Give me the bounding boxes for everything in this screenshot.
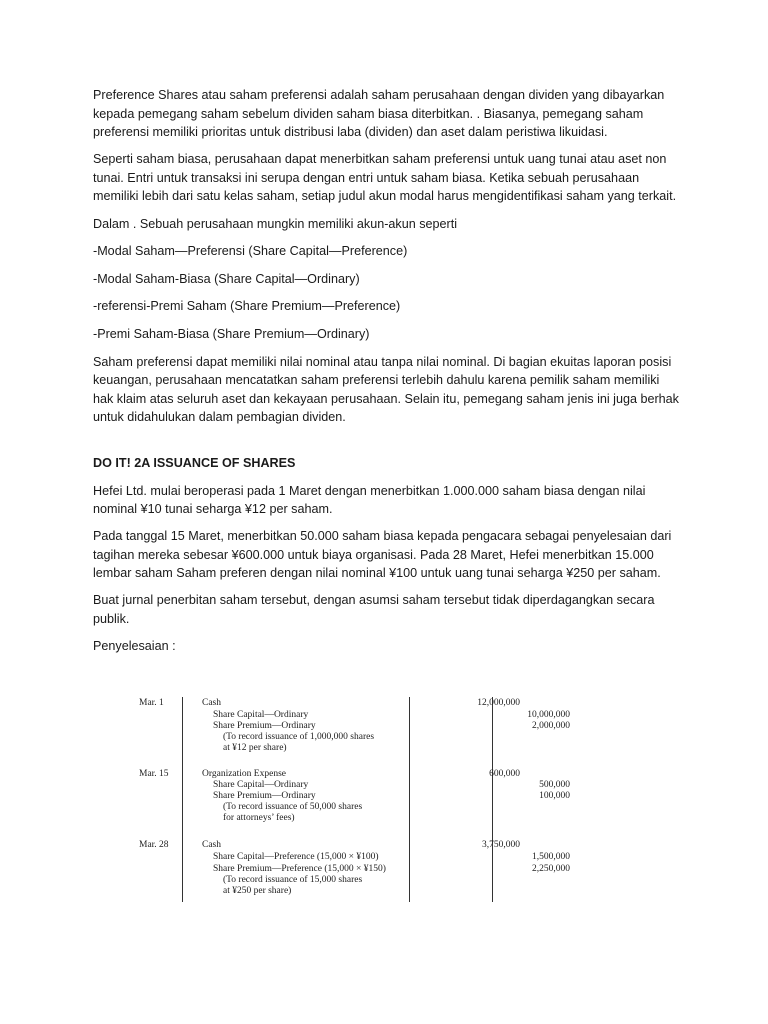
debit-account: Cash [202, 840, 221, 850]
exercise-paragraph: Buat jurnal penerbitan saham tersebut, dengan asumsi saham tersebut tidak diperdagangkan secara publik. [93, 593, 655, 627]
credit-amount: 2,250,000 [532, 864, 570, 874]
entry-memo: (To record issuance of 1,000,000 shares [223, 732, 375, 742]
credit-account: Share Capital—Ordinary [213, 710, 309, 720]
paragraph-issuance: Seperti saham biasa, perusahaan dapat menerbitkan saham preferensi untuk uang tunai atau aset non tunai. Entri untuk transaksi ini serupa dengan entri untuk saham biasa. Ketika sebuah perusahaan memiliki lebih dari satu kelas saham, setiap judul akun modal harus mengidentifikasi saham yang terkait. [93, 152, 677, 204]
exercise-heading: DO IT! 2A ISSUANCE OF SHARES [93, 455, 296, 470]
credit-account: Share Premium—Ordinary [213, 791, 316, 801]
credit-amount: 10,000,000 [527, 710, 570, 720]
credit-amount: 500,000 [539, 780, 570, 790]
credit-account: Share Capital—Preference (15,000 × ¥100) [213, 852, 379, 862]
journal-entries-image [137, 694, 577, 906]
debit-amount: 3,750,000 [482, 840, 520, 850]
credit-account: Share Premium—Ordinary [213, 721, 316, 731]
list-item: -Modal Saham-Biasa (Share Capital—Ordinary) [93, 271, 360, 286]
debit-account: Cash [202, 698, 221, 708]
journal-debit-rule [409, 697, 410, 902]
credit-account: Share Capital—Ordinary [213, 780, 309, 790]
exercise-paragraph: Hefei Ltd. mulai beroperasi pada 1 Maret dengan menerbitkan 1.000.000 saham biasa dengan nilai nominal ¥10 tunai seharga ¥12 per saham. [93, 483, 646, 517]
entry-memo: for attorneys’ fees) [223, 813, 295, 823]
exercise-paragraph: Pada tanggal 15 Maret, menerbitkan 50.000 saham biasa kepada pengacara sebagai penyelesaian dari tagihan mereka sebesar ¥600.000 untuk biaya organisasi. Pada 28 Maret, Hefei menerbitkan 15.000 lembar saham Saham preferen dengan nilai nominal ¥100 untuk uang tunai seharga ¥250 per saham. [93, 529, 672, 581]
entry-memo: (To record issuance of 50,000 shares [223, 802, 363, 812]
credit-amount: 2,000,000 [532, 721, 570, 731]
credit-account: Share Premium—Preference (15,000 × ¥150) [213, 864, 386, 874]
journal-left-rule [182, 697, 183, 902]
entry-memo: at ¥12 per share) [223, 743, 287, 753]
entry-memo: (To record issuance of 15,000 shares [223, 875, 363, 885]
debit-amount: 12,000,000 [477, 698, 520, 708]
credit-amount: 1,500,000 [532, 852, 570, 862]
paragraph-accounts-intro: Dalam . Sebuah perusahaan mungkin memiliki akun-akun seperti [93, 216, 458, 231]
entry-date: Mar. 28 [139, 840, 169, 850]
entry-memo: at ¥250 per share) [223, 886, 292, 896]
credit-amount: 100,000 [539, 791, 570, 801]
paragraph-par-value: Saham preferensi dapat memiliki nilai nominal atau tanpa nilai nominal. Di bagian ekuitas laporan posisi keuangan, perusahaan mencatatkan saham preferensi terlebih dahulu karena pemilik saham memiliki hak klaim atas seluruh aset dan kekayaan perusahaan. Selain itu, pemegang saham jenis ini juga berhak untuk didahulukan dalam pembagian dividen. [93, 354, 679, 425]
solution-label: Penyelesaian : [93, 639, 176, 654]
entry-date: Mar. 1 [139, 698, 164, 708]
entry-date: Mar. 15 [139, 769, 169, 779]
list-item: -referensi-Premi Saham (Share Premium—Preference) [93, 299, 401, 314]
list-item: -Modal Saham—Preferensi (Share Capital—Preference) [93, 244, 408, 259]
paragraph-preference-shares: Preference Shares atau saham preferensi adalah saham perusahaan dengan dividen yang dibayarkan kepada pemegang saham sebelum dividen saham biasa diterbitkan. . Biasanya, pemegang saham preferensi memiliki prioritas untuk distribusi laba (dividen) dan aset dalam peristiwa likuidasi. [93, 88, 665, 140]
document-body [93, 86, 683, 664]
debit-account: Organization Expense [202, 769, 286, 779]
journal-credit-rule [492, 697, 493, 902]
list-item: -Premi Saham-Biasa (Share Premium—Ordinary) [93, 326, 370, 341]
debit-amount: 600,000 [489, 769, 520, 779]
